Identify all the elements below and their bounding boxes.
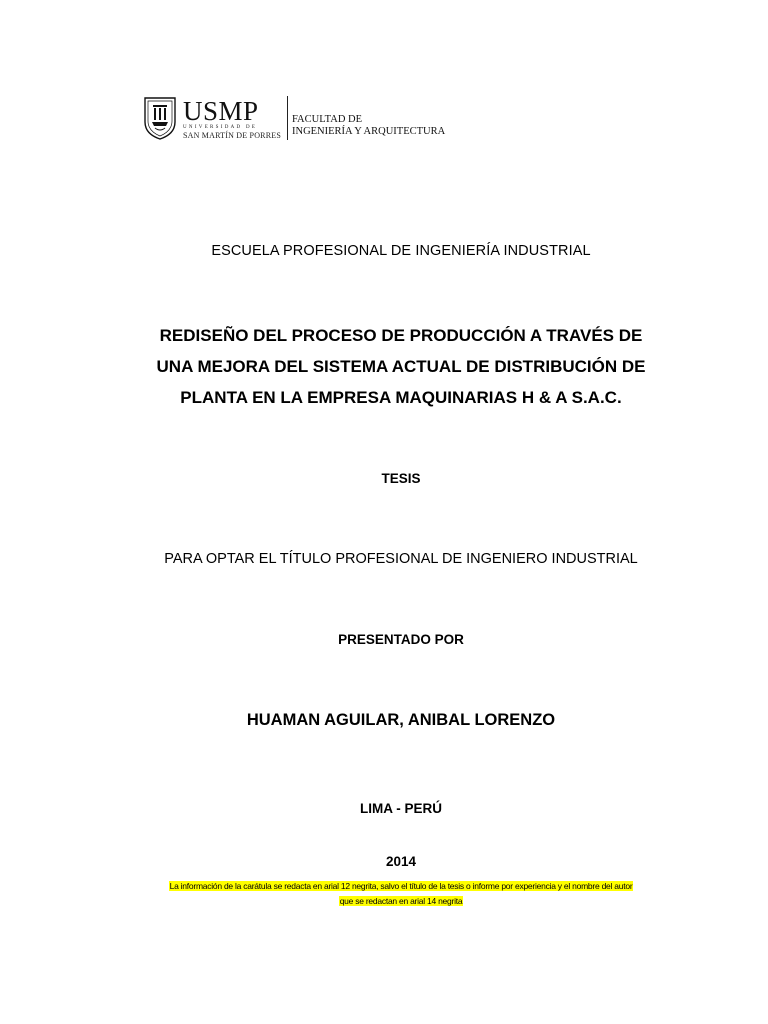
logo-university: SAN MARTÍN DE PORRES bbox=[183, 131, 281, 140]
format-note-line-2 bbox=[0, 894, 768, 909]
logo-small-line: UNIVERSIDAD DE bbox=[183, 125, 258, 130]
thesis-title-line: UNA MEJORA DEL SISTEMA ACTUAL DE DISTRIBUCIÓN DE bbox=[156, 357, 646, 376]
format-note-line-1 bbox=[0, 879, 768, 894]
logo-faculty bbox=[292, 114, 445, 138]
author-name: HUAMAN AGUILAR, ANIBAL LORENZO bbox=[246, 711, 556, 729]
document-type: TESIS bbox=[381, 471, 421, 486]
faculty-line-1: FACULTAD DE bbox=[291, 114, 363, 125]
logo-divider bbox=[287, 96, 288, 140]
university-seal-icon bbox=[143, 96, 177, 140]
logo-wordmark bbox=[183, 97, 281, 140]
year: 2014 bbox=[385, 854, 417, 869]
thesis-title-line: REDISEÑO DEL PROCESO DE PRODUCCIÓN A TRAVÉS DE bbox=[159, 326, 643, 345]
faculty-line-2: INGENIERÍA Y ARQUITECTURA bbox=[291, 126, 446, 137]
thesis-title-line: PLANTA EN LA EMPRESA MAQUINARIAS H & A S.A.C. bbox=[180, 388, 622, 407]
thesis-title bbox=[0, 320, 768, 413]
highlighted-note-text: que se redactan en arial 14 negrita bbox=[339, 896, 463, 906]
logo-name: USMP bbox=[183, 96, 259, 126]
school-name: ESCUELA PROFESIONAL DE INGENIERÍA INDUSTRIAL bbox=[211, 243, 591, 259]
highlighted-note-text: La información de la carátula se redacta en arial 12 negrita, salvo el título de la tesis o informe por experiencia y el nombre del autor bbox=[169, 881, 633, 891]
presented-by-label: PRESENTADO POR bbox=[338, 632, 464, 647]
degree-purpose: PARA OPTAR EL TÍTULO PROFESIONAL DE INGENIERO INDUSTRIAL bbox=[164, 551, 638, 567]
university-logo bbox=[143, 96, 445, 144]
place: LIMA - PERÚ bbox=[360, 801, 442, 816]
